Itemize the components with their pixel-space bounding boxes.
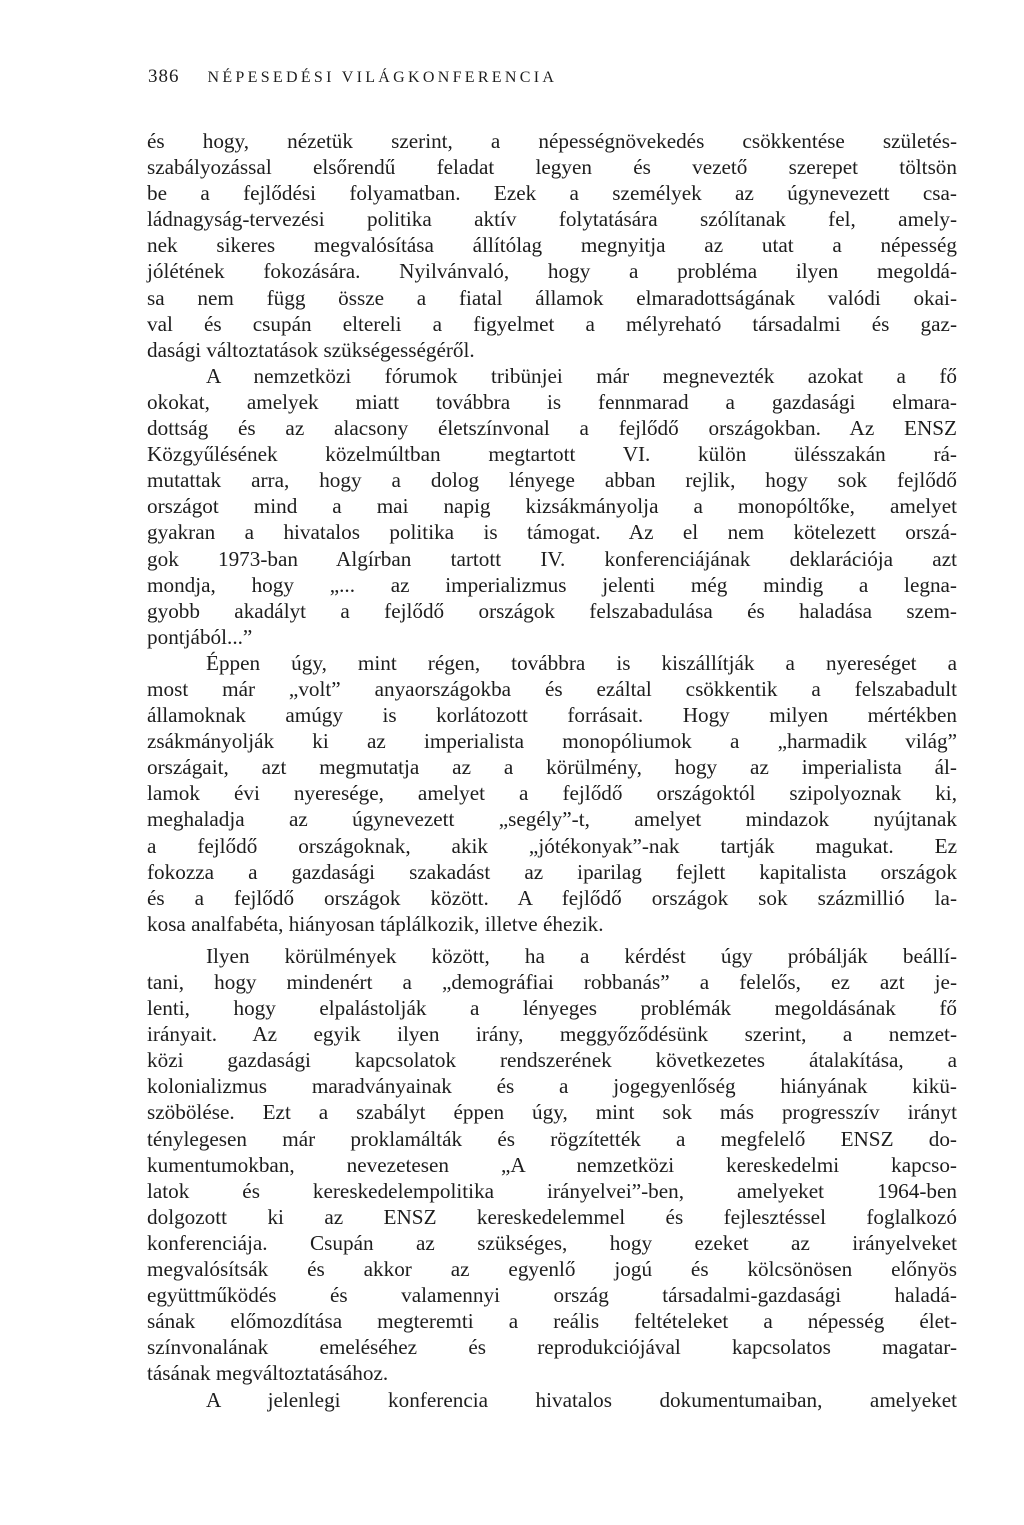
text-line: most már „volt” anyaországokba és ezáltal csökkentik a felszabadult [147, 676, 957, 701]
text-line: kolonializmus maradványainak és a jogegyenlőség hiányának kikü- [147, 1074, 957, 1099]
text-line: lenti, hogy elpalástolják a lényeges problémák megoldásának fő [147, 996, 957, 1021]
text-line: és a fejlődő országok között. A fejlődő országok sok százmillió la- [147, 885, 957, 910]
text-line: ládnagyság-tervezési politika aktív folytatására szólítanak fel, amely- [147, 207, 957, 232]
page-number: 386 [148, 66, 180, 87]
text-line: színvonalának emeléséhez és reprodukciójával kapcsolatos magatar- [147, 1335, 957, 1360]
text-line: be a fejlődési folyamatban. Ezek a személyek az úgynevezett csa- [147, 181, 957, 206]
text-line: fokozza a gazdasági szakadást az iparilag fejlett kapitalista országok [147, 859, 957, 884]
text-line: gyakran a hivatalos politika is támogat. Az el nem kötelezett orszá- [147, 520, 957, 545]
text-line: szabályozással elsőrendű feladat legyen és vezető szerepet töltsön [147, 155, 957, 180]
text-line: és hogy, nézetük szerint, a népességnövekedés csökkentése születés- [147, 129, 957, 153]
text-line: A jelenlegi konferencia hivatalos dokumentumaiban, amelyeket [206, 1387, 957, 1412]
text-line: sának előmozdítása megteremti a reális feltételeket a népesség élet- [147, 1309, 957, 1334]
running-head [148, 62, 968, 92]
text-line: tani, hogy mindenért a „demográfiai robbanás” a felelős, ez azt je- [147, 970, 957, 994]
text-line: dolgozott ki az ENSZ kereskedelemmel és fejlesztéssel foglalkozó [147, 1204, 957, 1229]
text-line: Közgyűlésének közelmúltban megtartott VI. külön ülésszakán rá- [147, 442, 957, 467]
text-line: ténylegesen már proklamálták és rögzítették a megfelelő ENSZ do- [147, 1126, 957, 1151]
text-line: mondja, hogy „... az imperializmus jelenti még mindig a legna- [147, 572, 957, 597]
text-line: okokat, amelyek miatt továbbra is fennmarad a gazdasági elmara- [147, 389, 957, 414]
text-line: pontjából...” [147, 624, 253, 649]
text-line: közi gazdasági kapcsolatok rendszerének következetes átalakítása, a [147, 1048, 957, 1073]
text-line: együttműködés és valamennyi ország társadalmi-gazdasági haladá- [147, 1283, 957, 1308]
text-line: meghaladja az úgynevezett „segély”-t, amelyet mindazok nyújtanak [147, 807, 957, 832]
text-line: gyobb akadályt a fejlődő országok felszabadulása és haladása szem- [147, 598, 957, 623]
text-line: kosa analfabéta, hiányosan táplálkozik, illetve éhezik. [147, 911, 604, 936]
text-line: Éppen úgy, mint régen, továbbra is kiszállítják a nyereséget a [206, 650, 957, 675]
text-line: szöbölése. Ezt a szabályt éppen úgy, mint sok más progresszív irányt [147, 1100, 957, 1125]
running-title: NÉPESEDÉSI VILÁGKONFERENCIA [207, 69, 558, 86]
text-line: jólétének fokozására. Nyilvánvaló, hogy a probléma ilyen megoldá- [147, 259, 957, 284]
text-line: kumentumokban, nevezetesen „A nemzetközi kereskedelmi kapcso- [147, 1152, 957, 1177]
text-line: irányait. Az egyik ilyen irány, meggyőződésünk szerint, a nemzet- [147, 1022, 957, 1047]
text-line: latok és kereskedelempolitika irányelvei”-ben, amelyeket 1964-ben [147, 1178, 957, 1203]
text-line: megvalósítsák és akkor az egyenlő jogú és kölcsönösen előnyös [147, 1257, 957, 1282]
text-line: lamok évi nyeresége, amelyet a fejlődő országoktól szipolyoznak ki, [147, 781, 957, 806]
text-line: konferenciája. Csupán az szükséges, hogy ezeket az irányelveket [147, 1230, 957, 1255]
text-line: dasági változtatások szükségességéről. [147, 337, 475, 362]
body-text [147, 128, 957, 1413]
text-line: országot mind a mai napig kizsákmányolja a monopóltőke, amelyet [147, 494, 957, 519]
text-line: dottság és az alacsony életszínvonal a fejlődő országokban. Az ENSZ [147, 416, 957, 441]
text-line: A nemzetközi fórumok tribünjei már megnevezték azokat a fő [206, 363, 957, 388]
text-line: sa nem függ össze a fiatal államok elmaradottságának valódi okai- [147, 285, 957, 310]
text-line: államoknak amúgy is korlátozott forrásait. Hogy milyen mértékben [147, 703, 957, 728]
text-line: val és csupán eltereli a figyelmet a mélyreható társadalmi és gaz- [147, 311, 957, 336]
text-line: nek sikeres megvalósítása állítólag megnyitja az utat a népesség [147, 233, 957, 258]
text-line: gok 1973-ban Algírban tartott IV. konferenciájának deklarációja azt [147, 546, 957, 571]
text-line: a fejlődő országoknak, akik „jótékonyak”-nak tartják magukat. Ez [147, 833, 957, 858]
text-line: mutattak arra, hogy a dolog lényege abban rejlik, hogy sok fejlődő [147, 468, 957, 493]
text-line: Ilyen körülmények között, ha a kérdést úgy próbálják beállí- [206, 943, 957, 968]
text-line: országait, azt megmutatja az a körülmény, hogy az imperialista ál- [147, 755, 957, 780]
text-line: zsákmányolják ki az imperialista monopóliumok a „harmadik világ” [147, 729, 957, 754]
text-line: tásának megváltoztatásához. [147, 1361, 389, 1386]
